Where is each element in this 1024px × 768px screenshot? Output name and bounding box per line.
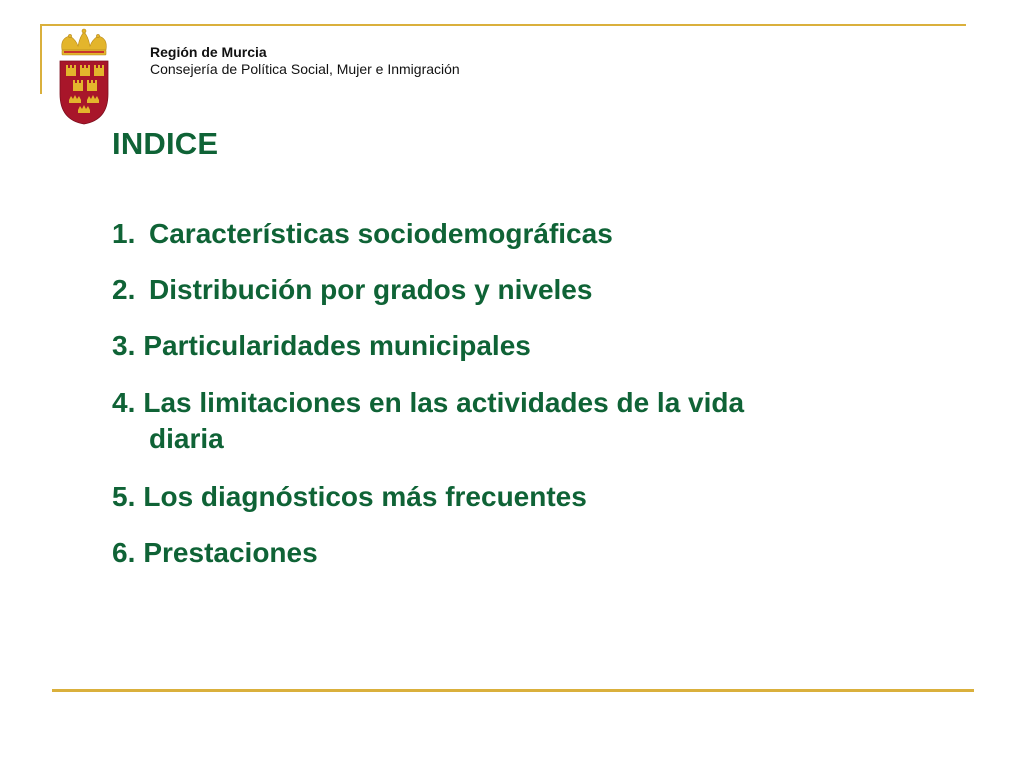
toc-item-text: Los diagnósticos más frecuentes <box>143 481 587 512</box>
toc-item-number: 1. <box>112 218 136 249</box>
toc-item-6 <box>112 535 318 571</box>
toc-item-number: 6. <box>112 537 136 568</box>
bottom-rule <box>52 689 974 692</box>
top-rule <box>40 24 966 26</box>
organization-name: Región de Murcia <box>150 44 267 60</box>
toc-item-2 <box>112 272 592 308</box>
organization-department: Consejería de Política Social, Mujer e Inmigración <box>150 61 460 77</box>
coat-of-arms-icon <box>56 28 112 126</box>
toc-item-1 <box>112 216 613 252</box>
toc-item-number: 4. <box>112 387 136 418</box>
toc-item-number: 3. <box>112 330 136 361</box>
left-rule <box>40 24 42 94</box>
toc-item-text: Prestaciones <box>143 537 318 568</box>
toc-item-text: Particularidades municipales <box>143 330 531 361</box>
toc-item-text: Distribución por grados y niveles <box>149 274 593 305</box>
toc-item-number: 5. <box>112 481 136 512</box>
organization-block <box>150 44 460 78</box>
toc-item-5 <box>112 479 587 515</box>
toc-item-text: Características sociodemográficas <box>149 218 613 249</box>
toc-item-4 <box>112 385 744 457</box>
toc-item-text: Las limitaciones en las actividades de la vida <box>143 387 745 418</box>
toc-item-3 <box>112 328 531 364</box>
toc-item-continuation: diaria <box>149 423 224 454</box>
toc-item-number: 2. <box>112 274 136 305</box>
slide-title: INDICE <box>112 126 219 161</box>
